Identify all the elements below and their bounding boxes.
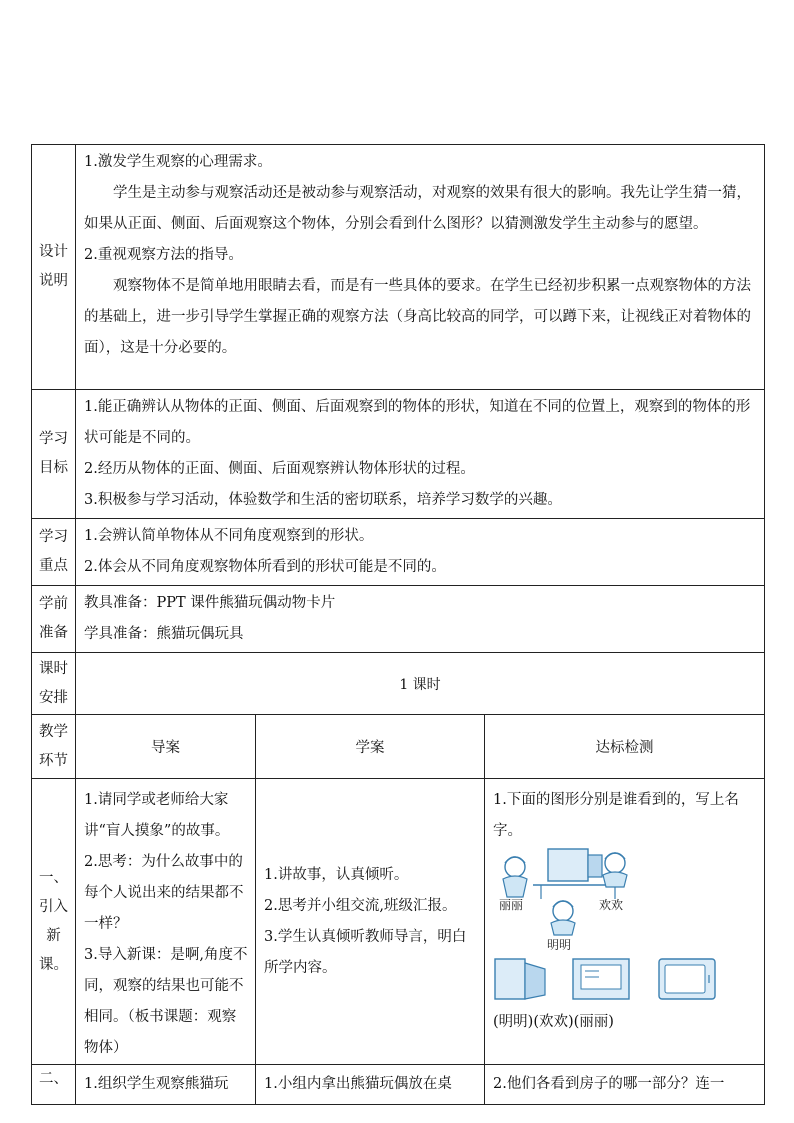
tv-side-view-icon	[495, 959, 545, 999]
design-line: 学生是主动参与观察活动还是被动参与观察活动，对观察的效果有很大的影响。我先让学生猜一猜，如果从正面、侧面、后面观察这个物体，分别会看到什么图形？以猜测激发学生主动参与的愿望。	[84, 185, 751, 232]
prep-line: 学具准备：熊猫玩偶玩具	[84, 626, 244, 642]
goal-line: 2.经历从物体的正面、侧面、后面观察辨认物体形状的过程。	[84, 461, 475, 477]
study-line: 1.讲故事，认真倾听。	[264, 866, 409, 883]
scene	[499, 849, 627, 952]
guide-line: 3.导入新课：是啊,角度不同，观察的结果也可能不相同。（板书课题：观察物体）	[84, 947, 248, 1056]
design-label: 设计 说明	[32, 145, 76, 390]
observation-figure	[493, 847, 753, 1007]
step1-check	[485, 779, 765, 1065]
step2-label: 二、	[32, 1065, 76, 1105]
col-header-study: 学案	[256, 715, 485, 779]
row-step1	[32, 779, 765, 1065]
lesson-plan-table	[31, 144, 765, 1105]
girl-right-icon	[603, 853, 627, 887]
row-prep	[32, 586, 765, 653]
check-question: 1.下面的图形分别是谁看到的，写上名字。	[493, 792, 739, 839]
col-header-guide: 导案	[76, 715, 256, 779]
girl-left-icon	[503, 857, 527, 897]
focus-label: 学习 重点	[32, 519, 76, 586]
row-focus	[32, 519, 765, 586]
goal-line: 3.积极参与学习活动，体验数学和生活的密切联系，培养学习数学的兴趣。	[84, 492, 562, 508]
check-answer: (明明)(欢欢)(丽丽)	[493, 1014, 614, 1030]
fig-name-mingming: 明明	[547, 938, 572, 952]
goals-label: 学习 目标	[32, 390, 76, 519]
prep-label: 学前 准备	[32, 586, 76, 653]
focus-content	[76, 519, 765, 586]
boy-icon	[551, 901, 575, 935]
design-content	[76, 145, 765, 390]
row-design	[32, 145, 765, 390]
goals-content	[76, 390, 765, 519]
guide-line: 2.思考：为什么故事中的每个人说出来的结果都不一样？	[84, 854, 244, 932]
observation-illustration	[493, 847, 763, 1007]
design-line: 2.重视观察方法的指导。	[84, 247, 243, 263]
step1-label: 一、 引入 新课。	[32, 779, 76, 1065]
step1-study	[256, 779, 485, 1065]
row-headers	[32, 715, 765, 779]
step2-check: 2.他们各看到房子的哪一部分？连一	[485, 1065, 765, 1105]
stage-header: 教学 环节	[32, 715, 76, 779]
step2-guide: 1.组织学生观察熊猫玩	[76, 1065, 256, 1105]
study-line: 3.学生认真倾听教师导言，明白所学内容。	[264, 928, 467, 976]
col-header-check: 达标检测	[485, 715, 765, 779]
focus-line: 2.体会从不同角度观察物体所看到的形状可能是不同的。	[84, 559, 446, 575]
tv-front-view-icon	[659, 959, 715, 999]
prep-line: 教具准备：PPT 课件熊猫玩偶动物卡片	[84, 595, 336, 611]
tv-back-view-icon	[573, 959, 629, 999]
fig-name-huanhuan: 欢欢	[599, 898, 624, 912]
design-line: 观察物体不是简单地用眼睛去看，而是有一些具体的要求。在学生已经初步积累一点观察物体的方法的基础上，进一步引导学生掌握正确的观察方法（身高比较高的同学，可以蹲下来，让视线正对着物体的面），这是十分必要的。	[84, 278, 751, 356]
row-step2	[32, 1065, 765, 1105]
row-schedule	[32, 653, 765, 715]
step2-study: 1.小组内拿出熊猫玩偶放在桌	[256, 1065, 485, 1105]
goal-line: 1.能正确辨认从物体的正面、侧面、后面观察到的物体的形状，知道在不同的位置上，观察到的物体的形状可能是不同的。	[84, 399, 751, 446]
schedule-value: 1 课时	[76, 653, 765, 715]
prep-content	[76, 586, 765, 653]
schedule-label: 课时 安排	[32, 653, 76, 715]
fig-name-lili: 丽丽	[499, 898, 524, 912]
guide-line: 1.请同学或老师给大家讲“盲人摸象”的故事。	[84, 792, 230, 839]
study-line: 2.思考并小组交流,班级汇报。	[264, 897, 457, 914]
focus-line: 1.会辨认简单物体从不同角度观察到的形状。	[84, 528, 374, 544]
row-goals	[32, 390, 765, 519]
step1-guide	[76, 779, 256, 1065]
design-line: 1.激发学生观察的心理需求。	[84, 154, 272, 170]
